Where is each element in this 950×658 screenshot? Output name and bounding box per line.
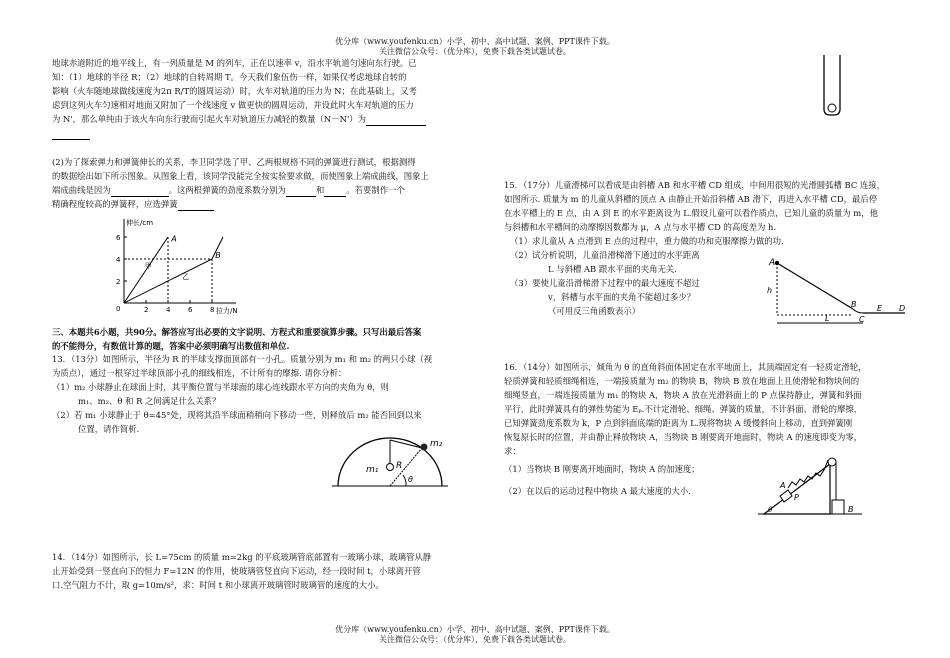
label-theta: θ	[408, 475, 413, 484]
answer-blank	[178, 201, 214, 211]
label-m1: m₁	[366, 465, 379, 475]
footer-line-1: 优分库（www.youfenku.cn）小学、初中、高中试题、案例、PPT课件下载。	[335, 625, 615, 634]
answer-blank	[52, 130, 90, 140]
y-tick-label: 2	[116, 278, 121, 286]
label-R: R	[396, 461, 403, 471]
question-16: 16．（14分）如图所示，倾角为 θ 的直角斜面体固定在水平地面上，其顶端固定有一轻质定滑轮， 轻质弹簧和轻质细绳相连，一端接质量为 m₂ 的物块 B，物块 B 放在地面上且使滑轮和物块间的 细绳竖直，一端连接质量为 m₁ 的物块 A，物块 A 放在光滑斜面上的 P 点保持静止，弹簧和斜面 平行，此时弹簧具有的弹性势能为 Eₚ.不计定滑轮、细绳、弹簧的质量，不计斜面、滑轮的摩擦， 已知弹簧劲度系数为 k，P 点到斜面底端的距离为 L.现将物块 A 缓慢斜向上移动，直到弹簧刚 恢复原长时的位置，并由静止释放物块 A，当物块 B 刚要离开地面时，物块 A 的速度即变为零， 求： （1）当物块 B 刚要离开地面时，物块 A 的加速度； （2）在以后的运动过程中物块 A 最大速度的大小.	[504, 362, 867, 496]
x-tick-label: 8	[210, 306, 215, 314]
label-A: A	[769, 258, 776, 268]
incline-body	[764, 464, 830, 514]
slide-figure	[765, 255, 915, 330]
series-label: 甲	[144, 261, 152, 270]
answer-blank	[324, 187, 346, 197]
string-slanted	[390, 440, 422, 448]
label-B: B	[848, 505, 854, 514]
section-header: 三、本题共6小题，共90分。解答应写出必要的文字说明、方程式和重要演算步骤。只写出最后答案 的不能得分，有数值计算的题，答案中必须明确写出数值和单位.	[52, 327, 422, 351]
point-label: A	[171, 234, 177, 244]
question-15: 15．（17分）儿童滑梯可以看成是由斜槽 AB 和水平槽 CD 组成，中间用很短的光滑圆弧槽 BC 连接， 如图所示. 质量为 m 的儿童从斜槽的顶点 A 由静止开始沿斜槽 AB 滑下，再进入水平槽 CD，最后停 在水平槽上的 E 点，由 A 到 E 的水平距离设为 L.假设儿童可以看作质点，已知儿童的质量为 m，他 与斜槽和水平槽间的动摩擦因数都为 μ，A 点与水平槽 CD 的高度差为 h. （1）求儿童从 A 点滑到 E 点的过程中，重力做的功和克服摩擦力做的功. （2）试分析说明，儿童沿滑梯滑下通过的水平距离 L 与斜槽 AB 跟水平面的夹角无关. （3）要使儿童沿滑梯滑下过程中的最大速度不超过 v，斜槽与水平面的夹角不能超过多少？ （可用反三角函数表示）	[504, 180, 886, 316]
series-label: 乙	[182, 272, 190, 281]
label-A: A	[780, 481, 786, 490]
page-footer	[300, 625, 650, 645]
answer-blank	[111, 187, 169, 197]
theta-arc	[403, 475, 406, 486]
answer-blank	[286, 187, 316, 197]
m1-ball	[387, 464, 394, 471]
label-m2: m₂	[430, 439, 443, 449]
pulley	[828, 458, 836, 466]
question-14: 14．（14分）如图所示，长 L=75cm 的质量 m=2kg 的平底玻璃管底部置有一玻璃小球，玻璃管从静 止开始受到一竖直向下的恒力 F=12N 的作用，使玻璃管竖直向下运动，经一段时间 t，小球离开管 口.空气阻力不计，取 g=10m/s²，求：时间 t 和小球离开玻璃管时玻璃管的速度的大小。	[52, 552, 432, 590]
spring-question: (2)为了探索弹力和弹簧伸长的关系，李卫同学选了甲、乙两根规格不同的弹簧进行测试，根据测得 的数据绘出如下所示图象。从图象上看，该同学没能完全按实验要求做，而使图象上端成曲线，图象上 端成曲线是因为 。这两根弹簧的劲度系数分别为 和 。若要制作一个 精确程度较高的弹簧秤，应选弹簧	[52, 157, 429, 209]
hemisphere-figure	[330, 430, 450, 492]
point-label: B	[215, 250, 221, 260]
y-tick-label: 4	[116, 256, 121, 264]
answer-blank	[366, 116, 426, 126]
x-tick-label: 2	[144, 306, 149, 314]
incline-figure	[758, 450, 868, 520]
glass-tube-figure	[820, 55, 844, 119]
label-D: D	[899, 304, 906, 313]
slope-AB	[777, 263, 853, 309]
series-line-1	[124, 237, 168, 303]
child-dot	[775, 261, 779, 265]
label-L: L	[825, 314, 830, 323]
tube-ball	[828, 104, 836, 112]
footer-line-2: 关注微信公众号：（优分库），免费下载各类试题试卷。	[379, 635, 571, 644]
x-tick-label: 4	[166, 306, 171, 314]
series-line-2	[124, 237, 223, 303]
train-question: 地球赤道附近的地平线上，有一列质量是 M 的列车，正在以速率 v，沿水平轨道匀速向东行驶。已 知：（1）地球的半径 R；（2）地球的自转周期 T。今天我们象伍伤一样，如果仅考虑地球自转的 影响（火车随地球做线速度为2π R/T的圆周运动）时，火车对轨道的压力为 N；在此基础上，又考 虑到这列火车匀速相对地面又附加了一个线速度 v 做更快的圆周运动，并设此时火车对轨道的压力 为 N'，那么单纯由于该火车向东行驶而引起火车对轨道压力减轻的数量（N－N'）为	[52, 56, 462, 140]
question-13: 13．（13分）如图所示，半径为 R 的半球支撑面顶部有一小孔。质量分别为 m₁ 和 m₂ 的两只小球（视 为质点），通过一根穿过半球顶部小孔的细线相连，不计所有的摩擦. 请你分析： （1）m₂ 小球静止在球面上时，其平衡位置与半球面的球心连线跟水平方向的夹角为 θ，则 m₁、m₂、θ 和 R 之间满足什么关系？ （2）若 m₁ 小球静止于 θ=45°处，现将其沿半球面稍稍向下移动一些，则释放后 m₂ 能否回到以来 位置，请作简析.	[52, 354, 433, 434]
spring-chart	[108, 215, 248, 315]
label-E: E	[877, 304, 883, 313]
page-header	[300, 37, 650, 57]
y-axis-label: 伸长/cm	[126, 219, 154, 227]
block-B	[832, 500, 844, 514]
label-B: B	[851, 300, 857, 309]
label-C: C	[859, 315, 865, 324]
arc-BC	[853, 309, 863, 313]
y-tick-label: 6	[116, 234, 121, 242]
label-h: h	[767, 286, 773, 295]
header-line-1: 优分库（www.youfenku.cn）小学、初中、高中试题、案例、PPT课件下载。	[335, 37, 615, 46]
x-axis-label: 拉力/N	[216, 307, 238, 315]
label-P: P	[794, 493, 799, 502]
x-tick-label: 6	[188, 306, 193, 314]
label-theta: θ	[768, 506, 773, 514]
header-line-2: 关注微信公众号：（优分库），免费下载各类试题试卷。	[379, 47, 571, 56]
m2-ball	[421, 444, 428, 451]
origin-label: 0	[116, 305, 121, 313]
